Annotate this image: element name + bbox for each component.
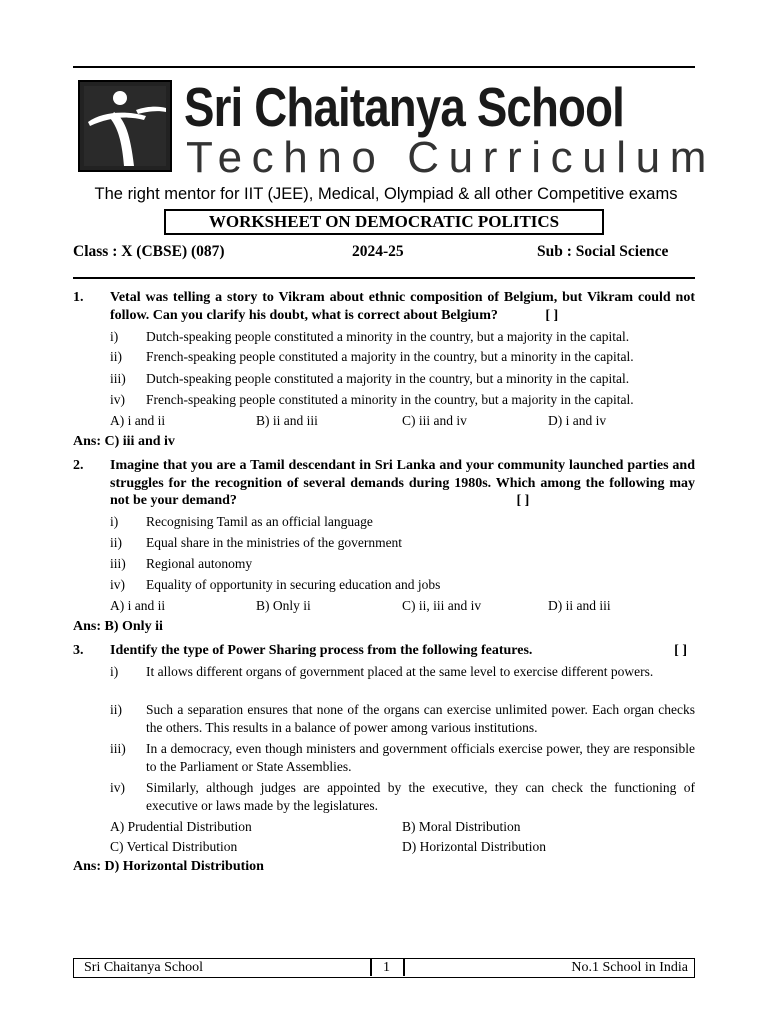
option-text: French-speaking people constituted a majority in the country, but a minority in the capital. [146, 349, 634, 364]
school-name: Sri Chaitanya School [184, 76, 625, 138]
choice-d: D) Horizontal Distribution [402, 839, 546, 854]
option-number: iv) [110, 780, 125, 795]
option-number: i) [110, 329, 119, 344]
question-number: 2. [73, 458, 84, 473]
header-bottom-rule [73, 277, 695, 279]
question-text [110, 289, 695, 324]
answer-bracket: [ ] [516, 493, 530, 508]
question-stem: Identify the type of Power Sharing process from the following features. [110, 643, 533, 658]
question-text [110, 457, 695, 510]
option-number: iii) [110, 741, 126, 756]
answer-bracket: [ ] [674, 643, 687, 658]
footer-school-name: Sri Chaitanya School [84, 960, 203, 975]
choice-b: B) Moral Distribution [402, 819, 521, 834]
option-text: In a democracy, even though ministers and government officials exercise power, they are responsible to the Parliament or State Assemblies. [146, 741, 695, 774]
option-number: i) [110, 514, 119, 529]
page-number: 1 [383, 960, 390, 975]
choice-a: A) Prudential Distribution [110, 819, 252, 834]
choice-d: D) i and iv [548, 413, 607, 428]
running-figure-logo-icon [80, 82, 170, 170]
academic-year: 2024-25 [352, 243, 404, 260]
choice-a: A) i and ii [110, 598, 166, 613]
choice-c: C) Vertical Distribution [110, 839, 238, 854]
option-number: iv) [110, 392, 125, 407]
choice-b: B) ii and iii [256, 413, 318, 428]
choice-d: D) ii and iii [548, 598, 611, 613]
class-info: Class : X (CBSE) (087) [73, 243, 225, 260]
option-text: Such a separation ensures that none of the organs can exercise unlimited power. Each organ checks the others. This results in a balance of power among various institutions. [146, 702, 695, 735]
subject: Sub : Social Science [537, 243, 669, 260]
option-number: iv) [110, 577, 125, 592]
answer: Ans: B) Only ii [73, 619, 163, 634]
choice-a: A) i and ii [110, 413, 166, 428]
question-stem: Vetal was telling a story to Vikram about ethnic composition of Belgium, but Vikram could not follow. Can you clarify his doubt, what is correct about Belgium? [110, 290, 695, 323]
option-text: Recognising Tamil as an official language [146, 514, 373, 529]
question-text [110, 642, 695, 660]
option-number: ii) [110, 702, 122, 717]
top-rule [73, 66, 695, 68]
option-number: iii) [110, 371, 126, 386]
answer-bracket: [ ] [545, 307, 559, 323]
curriculum-title: Techno Curriculum [186, 133, 717, 182]
option-text: Equal share in the ministries of the government [146, 535, 403, 550]
option-number: i) [110, 664, 119, 679]
question-stem: Imagine that you are a Tamil descendant in Sri Lanka and your community launched parties and struggles for the recognition of several demands during 1980s. Which among the following may not be your demand? [110, 458, 695, 508]
page-footer [73, 958, 695, 978]
question-number: 3. [73, 643, 84, 658]
option-number: ii) [110, 535, 122, 550]
question-number: 1. [73, 290, 84, 305]
footer-slogan: No.1 School in India [571, 960, 688, 975]
school-logo [78, 80, 172, 172]
answer: Ans: D) Horizontal Distribution [73, 859, 264, 874]
choice-c: C) iii and iv [402, 413, 467, 428]
option-number: iii) [110, 556, 126, 571]
option-number: ii) [110, 349, 122, 364]
worksheet-title: WORKSHEET ON DEMOCRATIC POLITICS [164, 209, 604, 235]
answer: Ans: C) iii and iv [73, 434, 175, 449]
option-text: It allows different organs of government placed at the same level to exercise different powers. [146, 664, 654, 679]
option-text: French-speaking people constituted a minority in the country, but a majority in the capital. [146, 392, 634, 407]
option-text: Dutch-speaking people constituted a majority in the country, but a minority in the capital. [146, 371, 630, 386]
option-text: Similarly, although judges are appointed by the executive, they can check the functioning of executive or laws made by the legislatures. [146, 780, 695, 813]
option-text: Dutch-speaking people constituted a minority in the country, but a majority in the capital. [146, 329, 630, 344]
option-text: Equality of opportunity in securing education and jobs [146, 577, 441, 592]
tagline: The right mentor for IIT (JEE), Medical, Olympiad & all other Competitive exams [94, 185, 678, 203]
footer-divider [403, 959, 405, 976]
choice-c: C) ii, iii and iv [402, 598, 482, 613]
option-text: Regional autonomy [146, 556, 253, 571]
choice-b: B) Only ii [256, 598, 311, 613]
